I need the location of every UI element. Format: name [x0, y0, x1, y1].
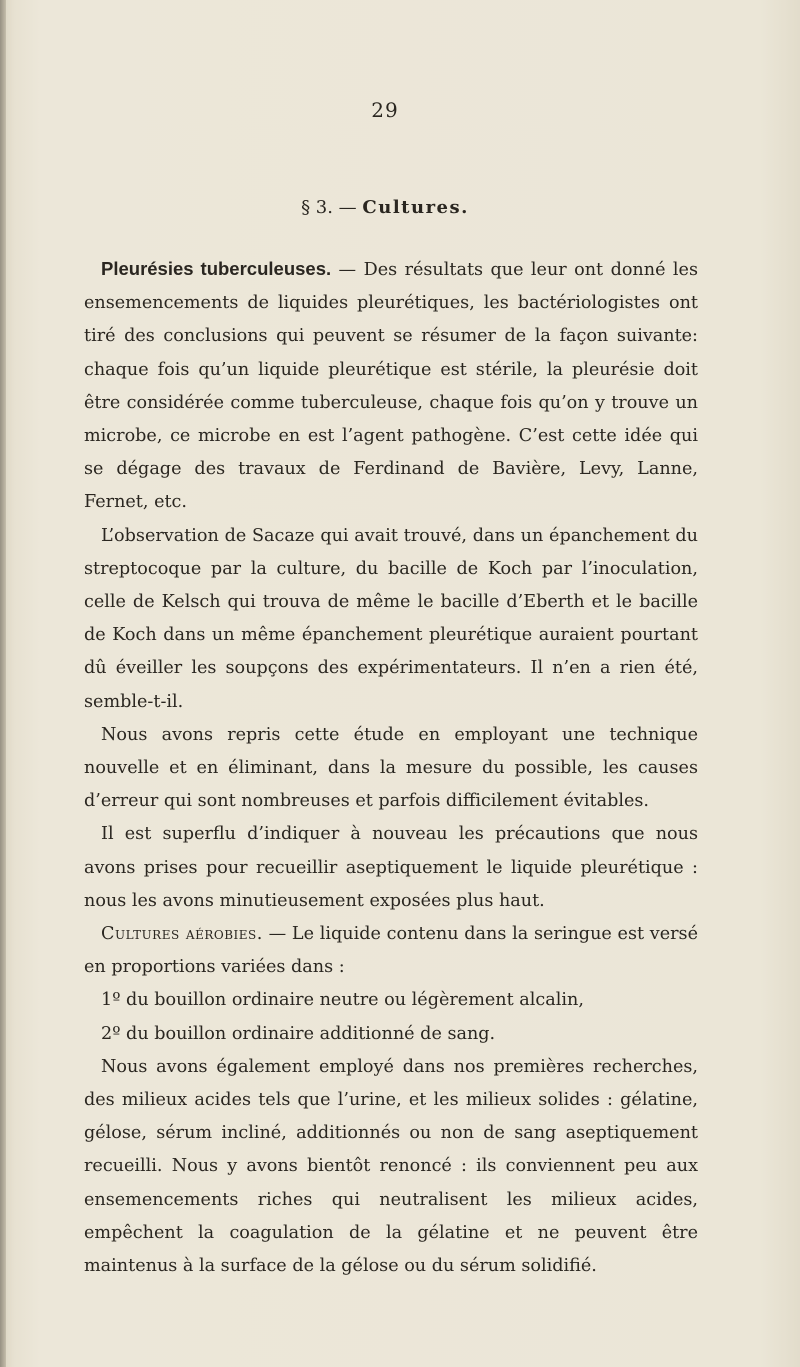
paragraph-4: Il est superflu d’indiquer à nouveau les précautions que nous avons prises pour recueillir aseptiquement le liquide pleurétique : nous les avons minutieusement exposées plus haut. — [84, 824, 698, 911]
section-prefix: § 3. — — [301, 197, 357, 218]
paragraph-smallcaps-heading: Cultures aérobies. — [101, 924, 263, 945]
paragraph-3: Nous avons repris cette étude en employant une technique nouvelle et en éliminant, dans la mesure du possible, les causes d’erreur qui sont nombreuses et parfois difficilement évitables. — [84, 724, 698, 812]
list-item: 2º du bouillon ordinaire additionné de sang. — [101, 1023, 496, 1044]
paragraph-2: L’observation de Sacaze qui avait trouvé, dans un épanchement du streptocoque par la culture, du bacille de Koch par l’inoculation, celle de Kelsch qui trouva de même le bacille d’Eberth et le bacille de Koch dans un même épanchement pleurétique auraient pourtant dû éveiller les soupçons des expérimentateurs. Il n’en a rien été, semble-t-il. — [84, 525, 698, 712]
list-item: 1º du bouillon ordinaire neutre ou légèrement alcalin, — [101, 990, 584, 1011]
body-text — [84, 252, 698, 1283]
section-title — [0, 197, 770, 218]
paragraph-1 — [84, 252, 698, 520]
closing-paragraph: Nous avons également employé dans nos premières recherches, des milieux acides tels que l’urine, et les milieux solides : gélatine, gélose, sérum incliné, additionnés ou non de sang aseptiquement recueilli. Nous y avons bientôt renoncé : ils conviennent peu aux ensemencements riches qui neutralisent les milieux acides, empêchent la coagulation de la gélatine et ne peuvent être maintenus à la surface de la gélose ou du sérum solidifié. — [84, 1056, 698, 1277]
page-number: 29 — [371, 98, 399, 122]
paragraph-body: — Le liquide contenu dans la seringue est versé en proportions variées dans : — [84, 924, 698, 978]
paragraph-heading: Pleurésies tuberculeuses. — [101, 258, 332, 279]
section-name: Cultures. — [362, 197, 469, 218]
paragraph-body: — Des résultats que leur ont donné les ensemencements de liquides pleurétiques, les bactériologistes ont tiré des conclusions qui peuvent se résumer de la façon suivante: chaque fois qu’un liquide pleurétique est stérile, la pleurésie doit être considérée comme tuberculeuse, chaque fois qu’on y trouve un microbe, ce microbe en est l’agent pathogène. C’est cette idée qui se dégage des travaux de Ferdinand de Bavière, Levy, Lanne, Fernet, etc. — [84, 260, 698, 513]
paragraph-5 — [84, 918, 698, 984]
